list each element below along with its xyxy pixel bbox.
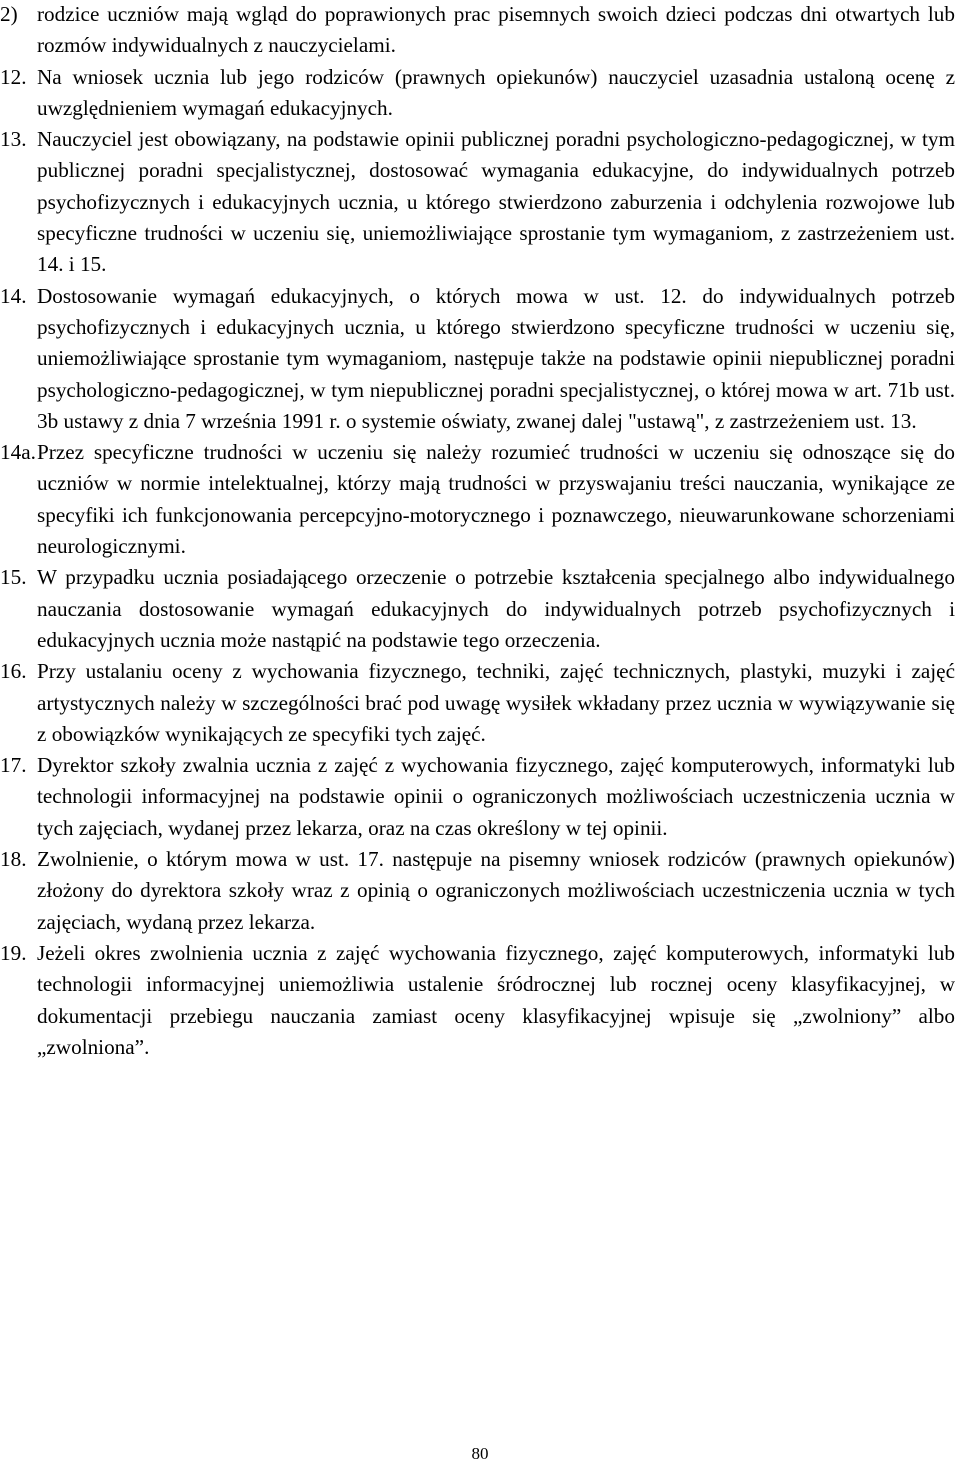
- item-number: 13.: [0, 127, 27, 152]
- item-number: 2): [0, 2, 18, 26]
- item-number: 19.: [0, 940, 27, 965]
- list-item: [0, 562, 955, 656]
- item-number: 15.: [0, 565, 27, 590]
- item-text: Dyrektor szkoły zwalnia ucznia z zajęć z wychowania fizycznego, zajęć komputerowych, informatyki lub technologii informacyjnej na podstawie opinii o ograniczonych możliwościach uczestniczenia ucznia w tych zajęciach, wydanej przez lekarza, oraz na czas określony w tej opinii.: [37, 753, 955, 840]
- item-text: Przy ustalaniu oceny z wychowania fizycznego, techniki, zajęć technicznych, plastyki, muzyki i zajęć artystycznych należy w szczególności brać pod uwagę wysiłek wkładany przez ucznia w wywiązywanie się z obowiązków wynikających ze specyfiki tych zajęć.: [37, 659, 955, 746]
- list-item: [0, 750, 955, 844]
- item-number: 14a.: [0, 440, 36, 465]
- list-item: [0, 62, 955, 125]
- list-item: [0, 938, 955, 1063]
- item-number: 16.: [0, 659, 27, 684]
- item-text: Dostosowanie wymagań edukacyjnych, o których mowa w ust. 12. do indywidualnych potrzeb psychofizycznych i edukacyjnych ucznia, u którego stwierdzono specyficzne trudności w uczeniu się, uniemożliwiające sprostanie tym wymaganiom, następuje także na podstawie opinii niepublicznej poradni psychologiczno-pedagogicznej, w tym niepublicznej poradni specjalistycznej, o której mowa w art. 71b ust. 3b ustawy z dnia 7 września 1991 r. o systemie oświaty, zwanej dalej "ustawą", z zastrzeżeniem ust. 13.: [37, 283, 955, 433]
- list-item: [0, 0, 955, 62]
- list-item: [0, 656, 955, 750]
- item-text: rodzice uczniów mają wgląd do poprawionych prac pisemnych swoich dzieci podczas dni otwartych lub rozmów indywidualnych z nauczycielami.: [37, 2, 955, 58]
- item-number: 14.: [0, 283, 27, 308]
- page-number: 80: [471, 1444, 489, 1463]
- list-item: [0, 844, 955, 938]
- item-number: 12.: [0, 64, 27, 89]
- item-number: 17.: [0, 753, 27, 778]
- item-text: W przypadku ucznia posiadającego orzeczenie o potrzebie kształcenia specjalnego albo indywidualnego nauczania dostosowanie wymagań edukacyjnych do indywidualnych potrzeb psychofizycznych i edukacyjnych ucznia może nastąpić na podstawie tego orzeczenia.: [37, 565, 955, 652]
- item-text: Zwolnienie, o którym mowa w ust. 17. następuje na pisemny wniosek rodziców (prawnych opiekunów) złożony do dyrektora szkoły wraz z opinią o ograniczonych możliwościach uczestniczenia ucznia w tych zajęciach, wydaną przez lekarza.: [37, 847, 955, 934]
- list-item: [0, 281, 955, 437]
- list-item: [0, 124, 955, 280]
- item-number: 18.: [0, 847, 27, 872]
- item-text: Przez specyficzne trudności w uczeniu się należy rozumieć trudności w uczeniu się odnoszące się do uczniów w normie intelektualnej, którzy mają trudności w przyswajaniu treści nauczania, wynikające ze specyfiki ich funkcjonowania percepcyjno-motorycznego i poznawczego, nieuwarunkowane schorzeniami neurologicznymi.: [37, 440, 955, 559]
- item-text: Jeżeli okres zwolnienia ucznia z zajęć wychowania fizycznego, zajęć komputerowych, informatyki lub technologii informacyjnej uniemożliwia ustalenie śródrocznej lub rocznej oceny klasyfikacyjnej, w dokumentacji przebiegu nauczania zamiast oceny klasyfikacyjnej wpisuje się „zwolniony” albo „zwolniona”.: [37, 940, 955, 1059]
- item-text: Nauczyciel jest obowiązany, na podstawie opinii publicznej poradni psychologiczno-pedagogicznej, w tym publicznej poradni specjalistycznej, dostosować wymagania edukacyjne, do indywidualnych potrzeb psychofizycznych i edukacyjnych ucznia, u którego stwierdzono zaburzenia i odchylenia rozwojowe lub specyficzne trudności w uczeniu się, uniemożliwiające sprostanie tym wymaganiom, z zastrzeżeniem ust. 14. i 15.: [37, 127, 955, 277]
- list-item: [0, 437, 955, 562]
- item-text: Na wniosek ucznia lub jego rodziców (prawnych opiekunów) nauczyciel uzasadnia ustaloną ocenę z uwzględnieniem wymagań edukacyjnych.: [37, 64, 955, 120]
